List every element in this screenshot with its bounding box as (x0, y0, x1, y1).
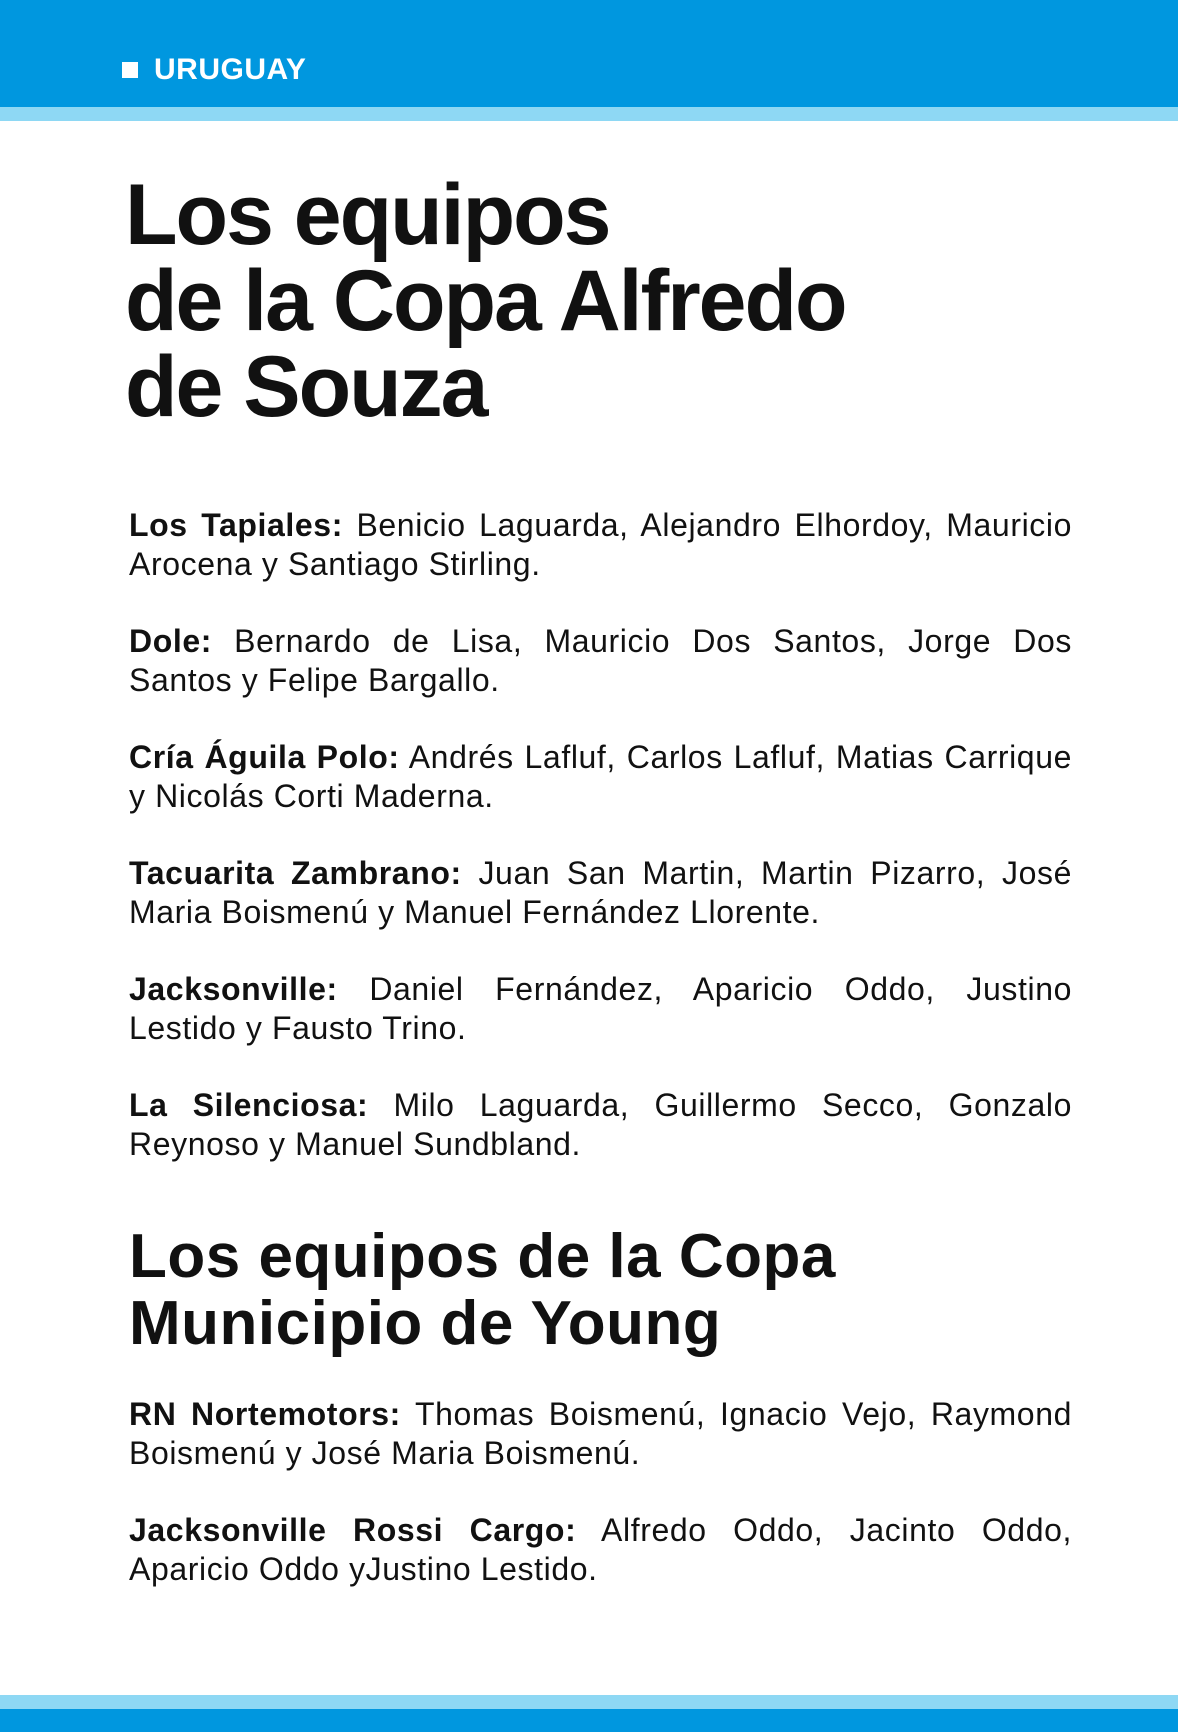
copa-municipio-de-young-team-list (129, 1395, 1072, 1627)
team-players: Thomas Boismenú, Ignacio Vejo, Raymond Boismenú y José Maria Boismenú. (129, 1396, 1072, 1471)
main-title-line-1: Los equipos (125, 167, 610, 263)
footer-bar (0, 1709, 1178, 1732)
team-players: Daniel Fernández, Aparicio Oddo, Justino Lestido y Fausto Trino. (129, 971, 1072, 1046)
header-stripe (0, 107, 1178, 121)
main-title-line-3: de Souza (125, 339, 487, 435)
team-name: La Silenciosa: (129, 1087, 369, 1123)
team-name: Tacuarita Zambrano: (129, 855, 462, 891)
team-entry (129, 1395, 1072, 1473)
team-entry (129, 738, 1072, 816)
section-title-line-2: Municipio de Young (129, 1289, 722, 1358)
footer-stripe (0, 1695, 1178, 1709)
main-title-line-2: de la Copa Alfredo (125, 253, 846, 349)
team-players: Bernardo de Lisa, Mauricio Dos Santos, Jorge Dos Santos y Felipe Bargallo. (129, 623, 1072, 698)
team-entry (129, 1511, 1072, 1589)
team-entry (129, 970, 1072, 1048)
team-players: Andrés Lafluf, Carlos Lafluf, Matias Carrique y Nicolás Corti Maderna. (129, 739, 1073, 814)
team-name: Dole: (129, 623, 212, 659)
team-entry (129, 1086, 1072, 1164)
team-name: Jacksonville: (129, 971, 338, 1007)
copa-alfredo-de-souza-team-list (129, 506, 1072, 1202)
team-entry (129, 506, 1072, 584)
main-title (125, 167, 1085, 435)
team-entry (129, 854, 1072, 932)
section-title-line-1: Los equipos de la Copa (129, 1222, 836, 1291)
team-players: Milo Laguarda, Guillermo Secco, Gonzalo Reynoso y Manuel Sundbland. (129, 1087, 1072, 1162)
team-players: Benicio Laguarda, Alejandro Elhordoy, Mauricio Arocena y Santiago Stirling. (129, 507, 1072, 582)
section-marker-square-icon (122, 62, 138, 78)
team-name: RN Nortemotors: (129, 1396, 401, 1432)
section-label: URUGUAY (154, 53, 307, 86)
team-entry (129, 622, 1072, 700)
team-players: Juan San Martin, Martin Pizarro, José Maria Boismenú y Manuel Fernández Llorente. (129, 855, 1072, 930)
section-title-copa-municipio-de-young (129, 1223, 1072, 1357)
team-name: Cría Águila Polo: (129, 739, 400, 775)
team-name: Los Tapiales: (129, 507, 343, 543)
team-name: Jacksonville Rossi Cargo: (129, 1512, 577, 1548)
team-players: Alfredo Oddo, Jacinto Oddo, Aparicio Oddo yJustino Lestido. (129, 1512, 1072, 1587)
